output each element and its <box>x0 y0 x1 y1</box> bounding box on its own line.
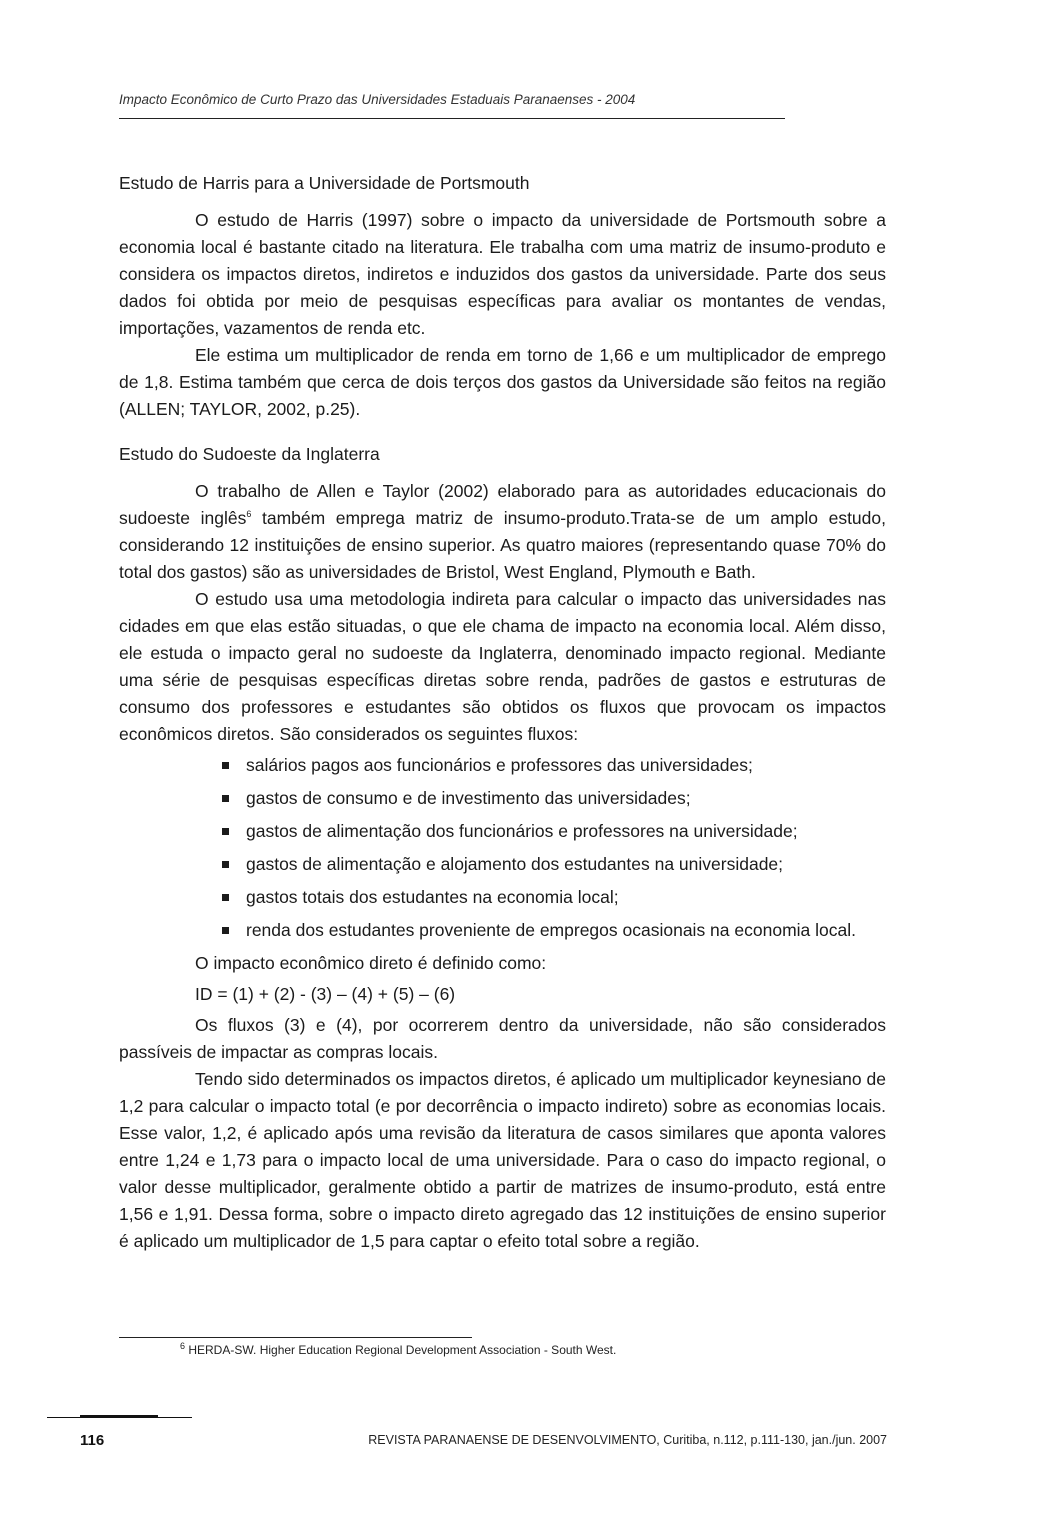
list-item <box>219 785 886 812</box>
list-item-text: gastos de consumo e de investimento das universidades; <box>246 788 691 808</box>
definition-line: O impacto econômico direto é definido como: <box>195 953 547 973</box>
section-spacer <box>119 423 886 441</box>
footnote-rule <box>119 1337 472 1338</box>
paragraph: Tendo sido determinados os impactos diretos, é aplicado um multiplicador keynesiano de 1,2 para calcular o impacto total (e por decorrência o impacto indireto) sobre as economias locais. Esse valor, 1,2, é aplicado após uma revisão da literatura de casos similares que aponta valores entre 1,24 e 1,73 para o impacto local de uma universidade. Para o caso do impacto regional, o valor desse multiplicador, geralmente obtido a partir de matrizes de insumo-produto, está entre 1,56 e 1,91. Dessa forma, sobre o impacto direto agregado das 12 instituições de ensino superior é aplicado um multiplicador de 1,5 para captar o efeito total sobre a região. <box>119 1069 886 1251</box>
list-item <box>219 884 886 911</box>
square-bullet-icon <box>222 927 229 934</box>
journal-citation: REVISTA PARANAENSE DE DESENVOLVIMENTO, Curitiba, n.112, p.111-130, jan./jun. 2007 <box>368 1433 887 1447</box>
square-bullet-icon <box>222 861 229 868</box>
paragraph-text: também emprega matriz de insumo-produto.Trata-se de um amplo estudo, considerando 12 instituições de ensino superior. As quatro maiores (representando quase 70% do total dos gastos) são as universidades de Bristol, West England, Plymouth e Bath. <box>119 508 886 582</box>
footnote-ref[interactable]: 6 <box>246 509 252 520</box>
square-bullet-icon <box>222 762 229 769</box>
formula: ID = (1) + (2) - (3) – (4) + (5) – (6) <box>195 984 456 1004</box>
footnote-number: 6 <box>180 1341 186 1351</box>
paragraph: Os fluxos (3) e (4), por ocorrerem dentro da universidade, não são considerados passíveis de impactar as compras locais. <box>119 1015 886 1062</box>
square-bullet-icon <box>222 795 229 802</box>
list-item-text: gastos de alimentação e alojamento dos estudantes na universidade; <box>246 854 784 874</box>
footnote <box>180 1343 616 1357</box>
paragraph: O estudo de Harris (1997) sobre o impacto da universidade de Portsmouth sobre a economia local é bastante citado na literatura. Ele trabalha com uma matriz de insumo-produto e considera os impactos diretos, indiretos e induzidos dos gastos da universidade. Parte dos seus dados foi obtida por meio de pesquisas específicas para avaliar os montantes de vendas, importações, vazamentos de renda etc. <box>119 210 886 338</box>
header-rule <box>119 118 785 119</box>
list-item <box>219 752 886 779</box>
section-heading-sudoeste: Estudo do Sudoeste da Inglaterra <box>119 444 380 464</box>
article-body <box>119 170 886 1255</box>
flows-list <box>119 752 886 944</box>
paragraph: O estudo usa uma metodologia indireta para calcular o impacto das universidades nas cidades em que elas estão situadas, o que ele chama de impacto na economia local. Além disso, ele estuda o impacto geral no sudoeste da Inglaterra, denominado impacto regional. Mediante uma série de pesquisas específicas diretas sobre renda, padrões de gastos e estruturas de consumo dos professores e estudantes são obtidos os fluxos que provocam os impactos econômicos diretos. São considerados os seguintes fluxos: <box>119 589 886 744</box>
section-heading-harris: Estudo de Harris para a Universidade de Portsmouth <box>119 173 530 193</box>
footnote-text: HERDA-SW. Higher Education Regional Development Association - South West. <box>185 1343 617 1357</box>
list-item-text: gastos de alimentação dos funcionários e professores na universidade; <box>246 821 798 841</box>
running-header: Impacto Econômico de Curto Prazo das Universidades Estaduais Paranaenses - 2004 <box>119 92 636 107</box>
square-bullet-icon <box>222 828 229 835</box>
list-item-text: gastos totais dos estudantes na economia local; <box>246 887 619 907</box>
list-item <box>219 917 886 944</box>
paragraph: Ele estima um multiplicador de renda em torno de 1,66 e um multiplicador de emprego de 1,8. Estima também que cerca de dois terços dos gastos da Universidade são feitos na região (ALLEN; TAYLOR, 2002, p.25). <box>119 345 886 419</box>
list-item <box>219 851 886 878</box>
footer-rule-accent <box>80 1415 158 1418</box>
square-bullet-icon <box>222 894 229 901</box>
paragraph-text: O trabalho de Allen e Taylor (2002) elaborado para as autoridades educacionais do sudoeste inglês <box>119 481 886 528</box>
list-item-text: renda dos estudantes proveniente de empregos ocasionais na economia local. <box>246 920 856 940</box>
list-item-text: salários pagos aos funcionários e professores das universidades; <box>246 755 753 775</box>
page-number: 116 <box>80 1432 105 1449</box>
paragraph <box>119 478 886 586</box>
list-item <box>219 818 886 845</box>
